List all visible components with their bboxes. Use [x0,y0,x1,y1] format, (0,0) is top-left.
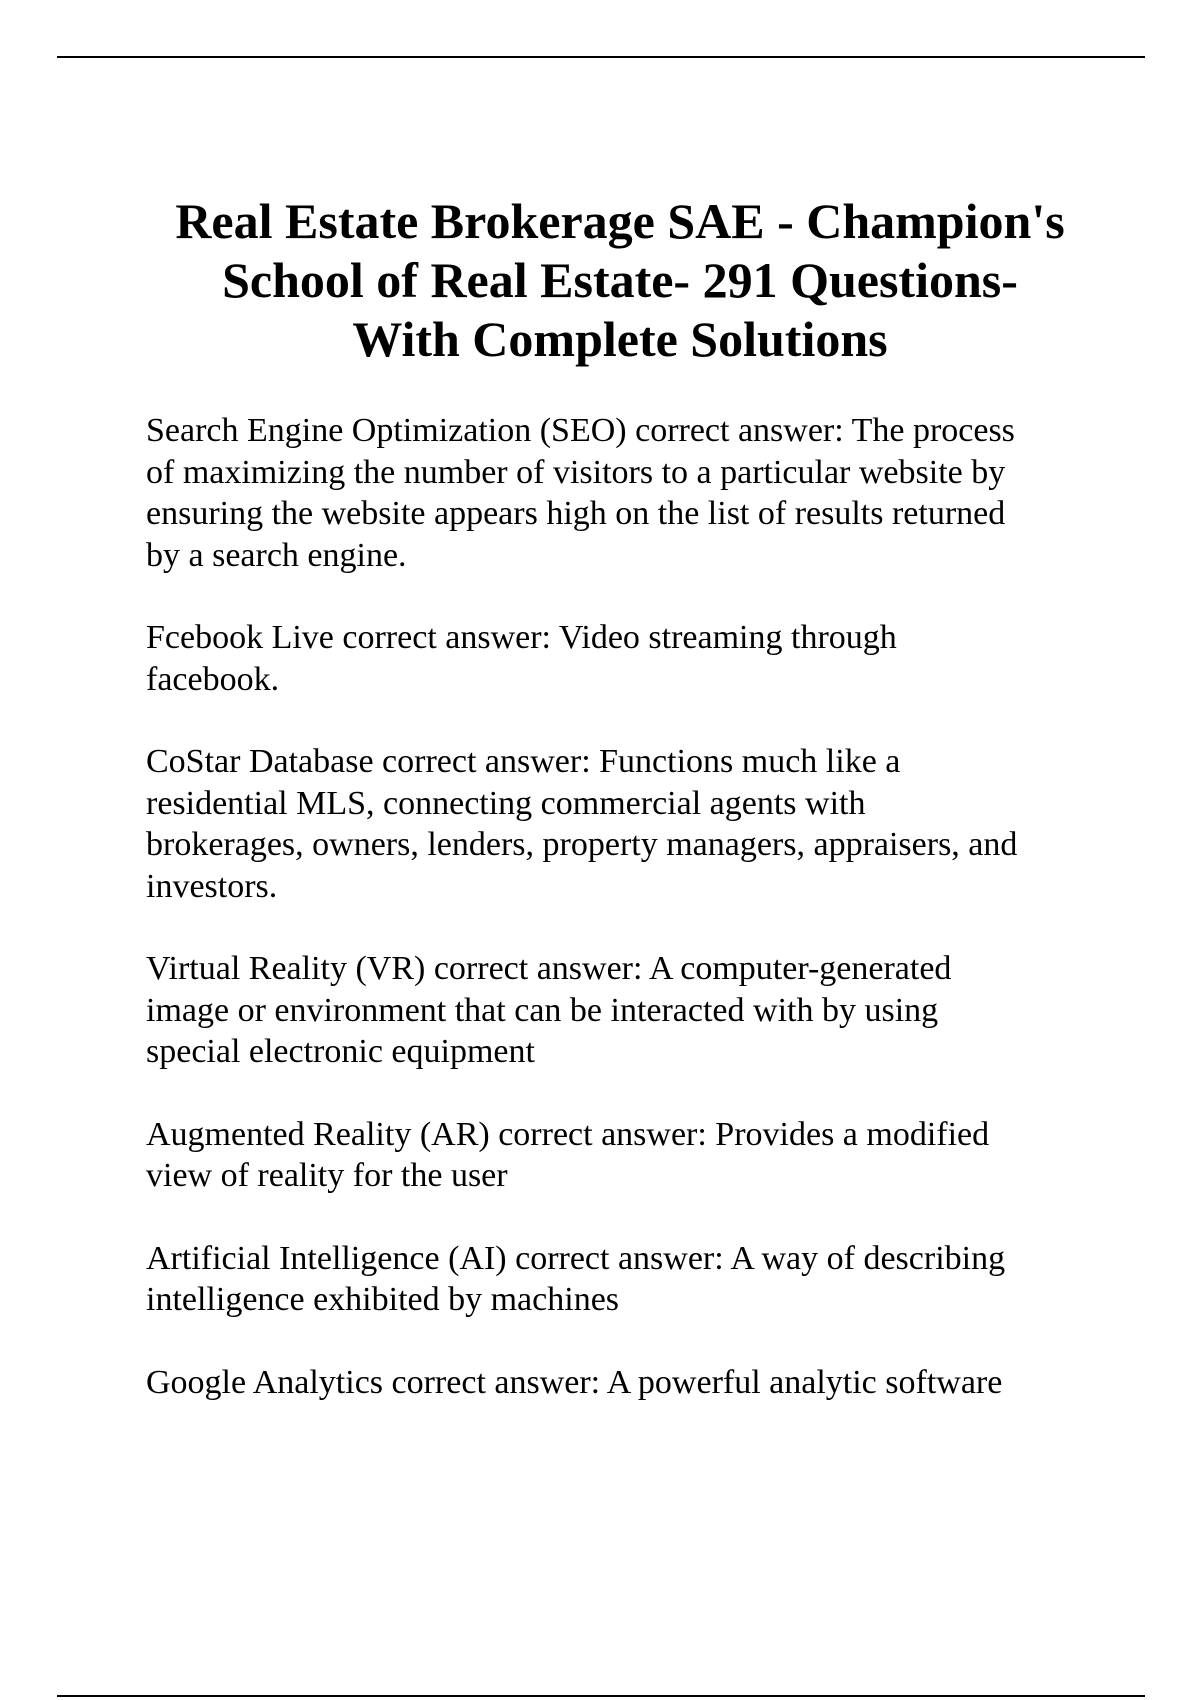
qa-entry-facebook-live [146,617,1106,700]
entry-line: Fcebook Live correct answer: Video streaming through [146,619,897,656]
entry-line: image or environment that can be interacted with by using [146,991,939,1029]
entry-line: by a search engine. [146,536,407,574]
entry-line: intelligence exhibited by machines [146,1281,620,1318]
entry-line: Augmented Reality (AR) correct answer: Provides a modified [146,1115,990,1153]
entry-line: investors. [146,867,278,905]
top-divider [57,56,1145,58]
title-line: With Complete Solutions [352,311,888,367]
qa-entry-augmented-reality [146,1114,1106,1197]
bottom-divider [57,1695,1145,1697]
entry-line: Artificial Intelligence (AI) correct answer: A way of describing [146,1239,1006,1277]
entry-line: CoStar Database correct answer: Functions much like a [146,743,901,780]
entry-line: brokerages, owners, lenders, property managers, appraisers, and [146,826,1018,863]
qa-entry-artificial-intelligence [146,1238,1106,1321]
entry-line: Google Analytics correct answer: A powerful analytic software [146,1363,1003,1401]
qa-list [146,410,1106,1444]
entry-line: facebook. [146,660,280,698]
entry-line: of maximizing the number of visitors to a particular website by [146,453,1006,491]
entry-line: view of reality for the user [146,1157,508,1194]
document-title [100,192,1140,369]
entry-line: special electronic equipment [146,1033,535,1070]
qa-entry-seo [146,410,1106,576]
entry-line: ensuring the website appears high on the list of results returned [146,495,1006,532]
entry-line: Search Engine Optimization (SEO) correct answer: The process [146,412,1015,449]
qa-entry-costar [146,741,1106,907]
title-line: Real Estate Brokerage SAE - Champion's [175,193,1065,249]
entry-line: residential MLS, connecting commercial agents with [146,784,866,822]
qa-entry-google-analytics [146,1362,1106,1404]
entry-line: Virtual Reality (VR) correct answer: A computer-generated [146,950,952,987]
qa-entry-virtual-reality [146,948,1106,1073]
title-line: School of Real Estate- 291 Questions- [222,252,1018,308]
